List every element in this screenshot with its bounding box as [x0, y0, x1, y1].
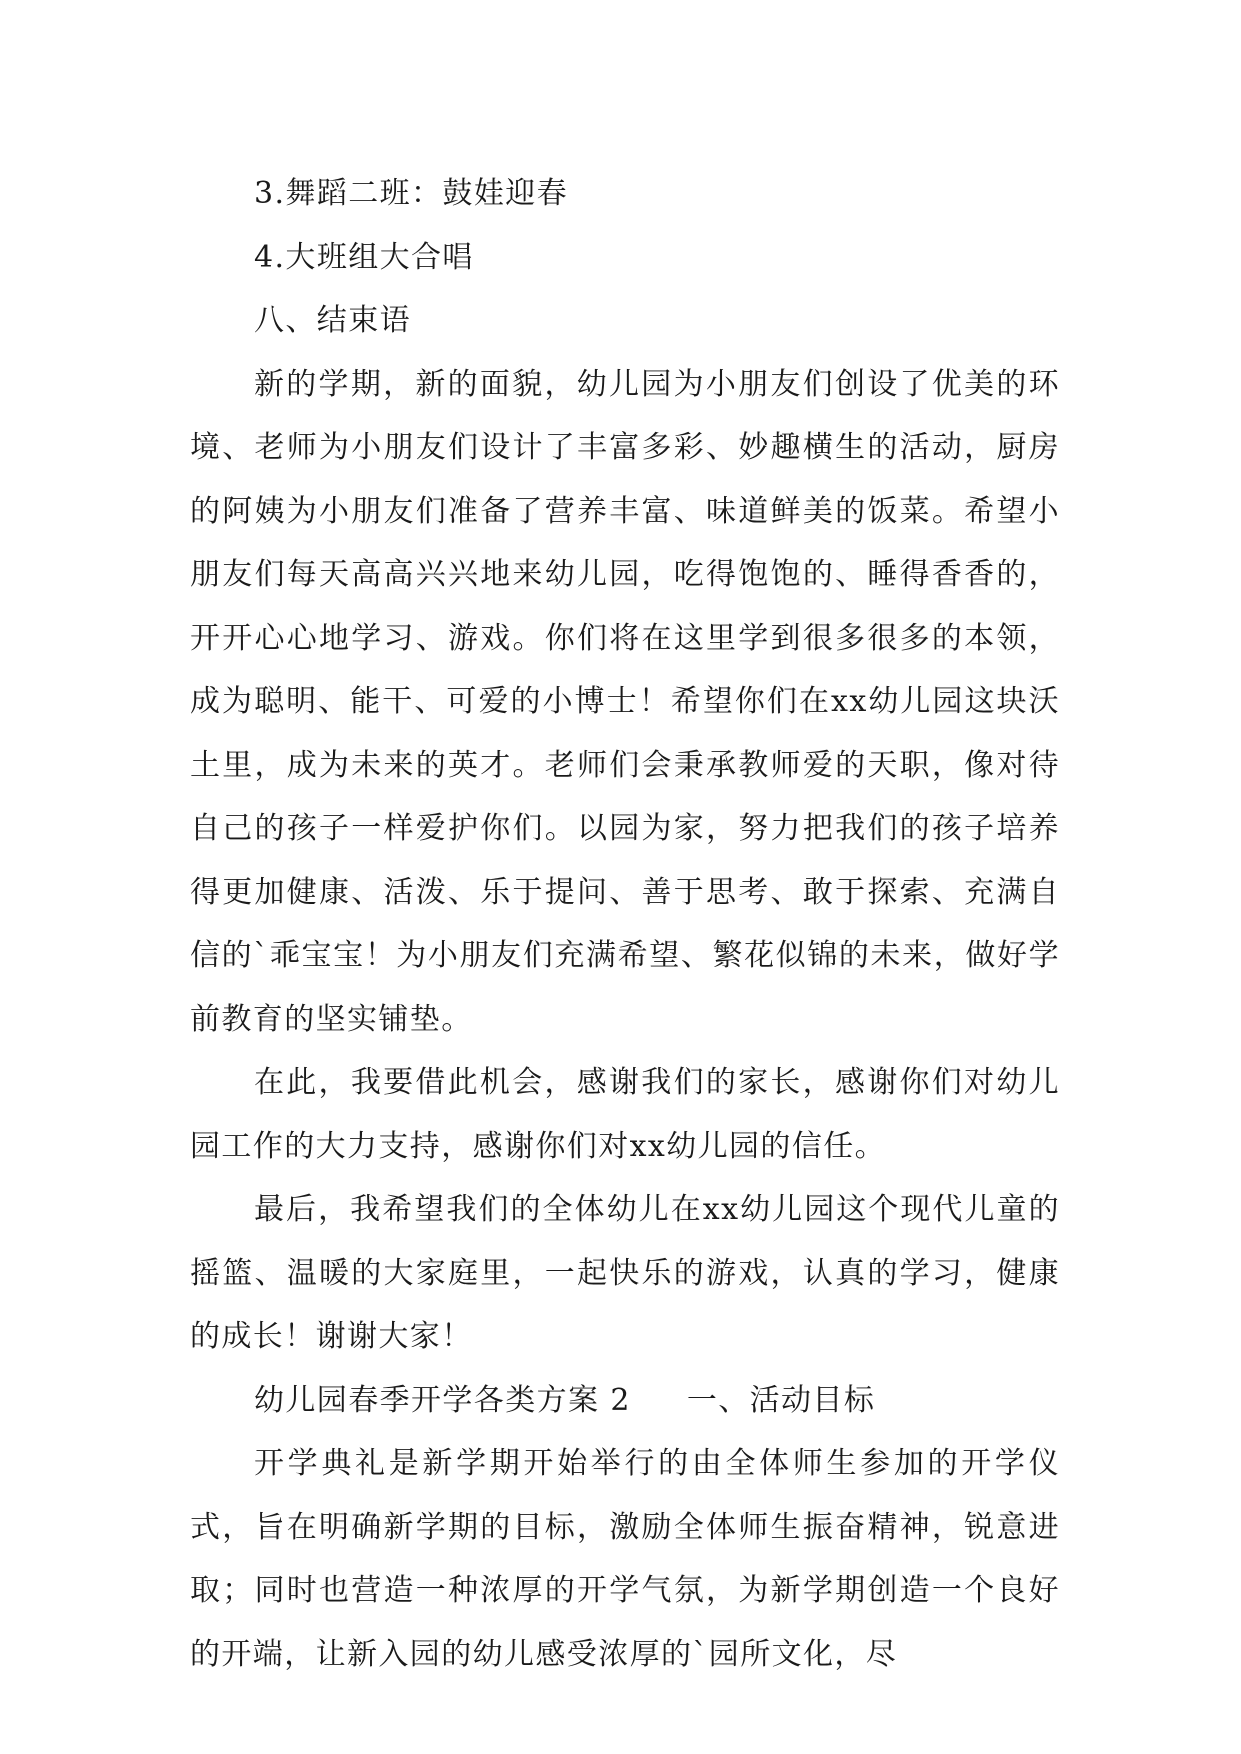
paragraph-thanks-parents: 在此，我要借此机会，感谢我们的家长，感谢你们对幼儿园工作的大力支持，感谢你们对xx幼儿园的信任。	[190, 1065, 1060, 1164]
list-item-dance-class-two: 3.舞蹈二班：鼓娃迎春	[254, 176, 569, 211]
paragraph-new-semester: 新的学期，新的面貌，幼儿园为小朋友们创设了优美的环境、老师为小朋友们设计了丰富多彩、妙趣横生的活动，厨房的阿姨为小朋友们准备了营养丰富、味道鲜美的饭菜。希望小朋友们每天高高兴兴地来幼儿园，吃得饱饱的、睡得香香的，开开心心地学习、游戏。你们将在这里学到很多很多的本领，成为聪明、能干、可爱的小博士！希望你们在xx幼儿园这块沃土里，成为未来的英才。老师们会秉承教师爱的天职，像对待自己的孩子一样爱护你们。以园为家，努力把我们的孩子培养得更加健康、活泼、乐于提问、善于思考、敢于探索、充满自信的`乖宝宝！为小朋友们充满希望、繁花似锦的未来，做好学前教育的坚实铺垫。	[190, 366, 1060, 1037]
section-subtitle: 一、活动目标	[686, 1382, 876, 1418]
section-heading-closing-remarks: 八、结束语	[254, 303, 411, 338]
paragraph-closing-wishes: 最后，我希望我们的全体幼儿在xx幼儿园这个现代儿童的摇篮、温暖的大家庭里，一起快乐的游戏，认真的学习，健康的成长！谢谢大家！	[190, 1192, 1060, 1354]
document-body	[190, 162, 1060, 1686]
section-title-row	[190, 1369, 1060, 1433]
section-title: 幼儿园春季开学各类方案 2	[254, 1382, 631, 1418]
paragraph-opening-ceremony: 开学典礼是新学期开始举行的由全体师生参加的开学仪式，旨在明确新学期的目标，激励全体师生振奋精神，锐意进取；同时也营造一种浓厚的开学气氛，为新学期创造一个良好的开端，让新入园的幼儿感受浓厚的`园所文化，尽	[190, 1446, 1060, 1672]
list-item-senior-chorus: 4.大班组大合唱	[254, 239, 474, 275]
